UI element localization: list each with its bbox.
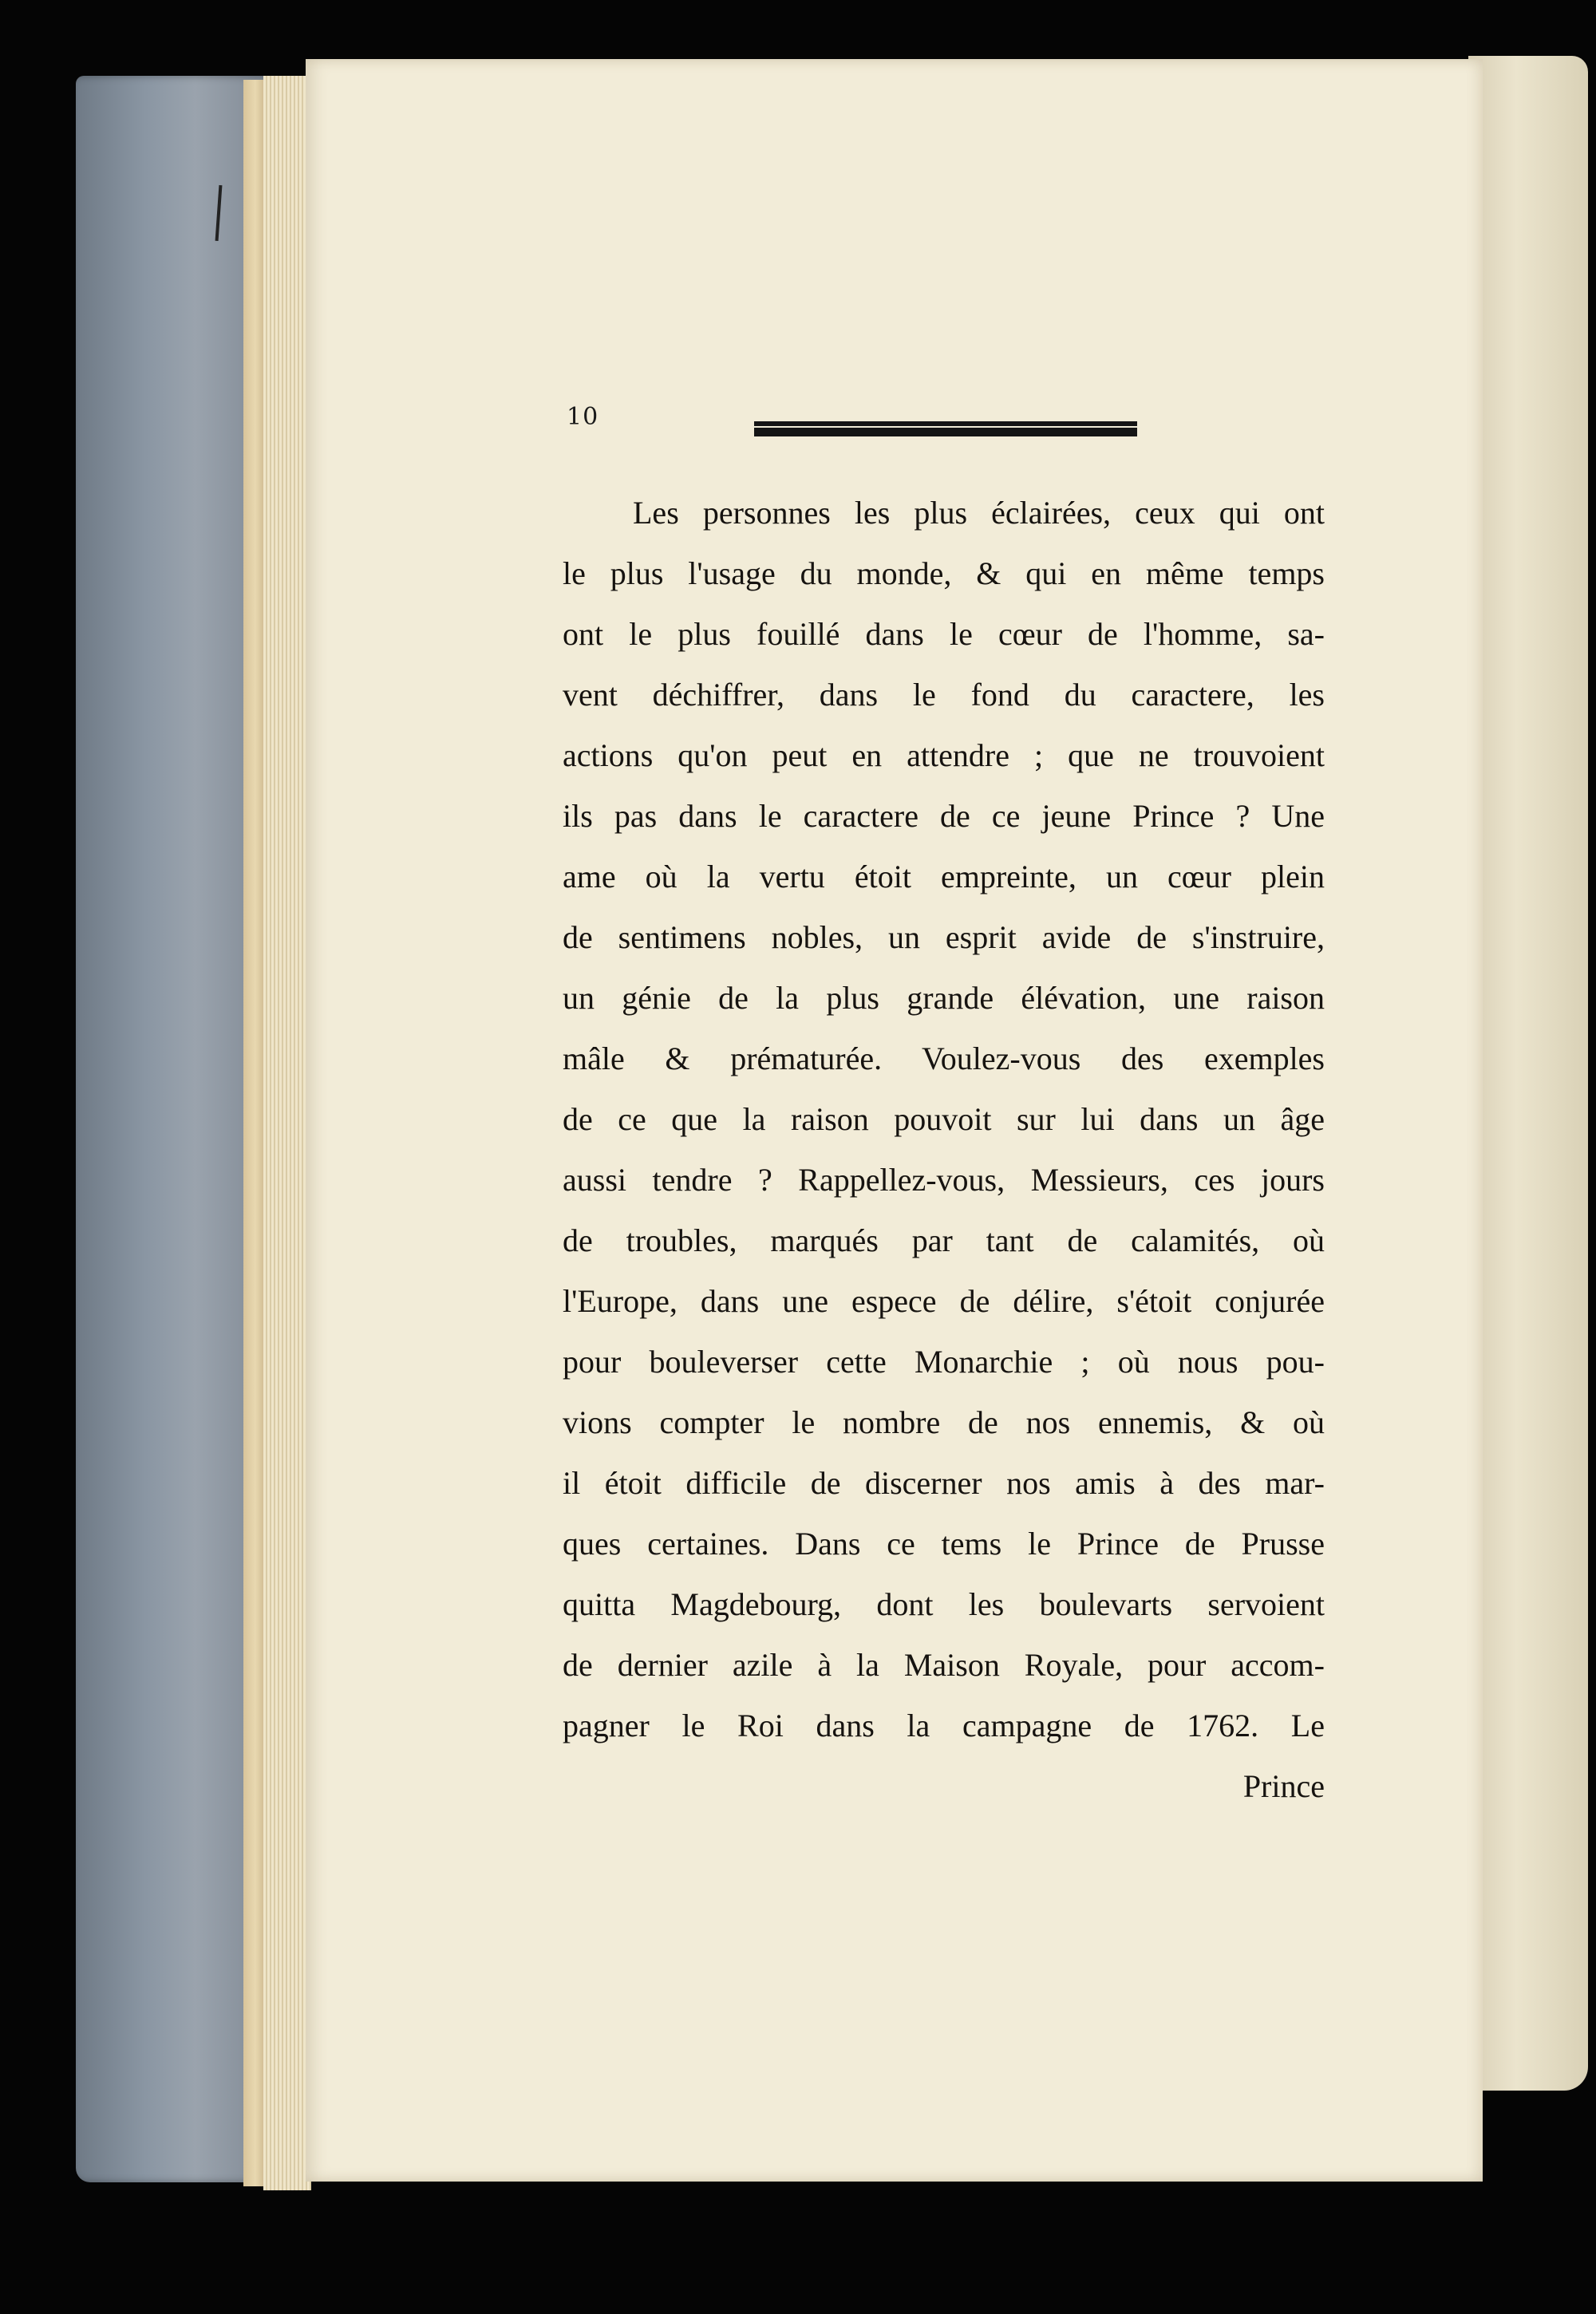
text-line: un génie de la plus grande élévation, une raison	[563, 980, 1325, 1016]
text-line: pour bouleverser cette Monarchie ; où nous pou-	[563, 1344, 1325, 1380]
text-line: de ce que la raison pouvoit sur lui dans un âge	[563, 1101, 1325, 1137]
text-line: l'Europe, dans une espece de délire, s'étoit conjurée	[563, 1283, 1325, 1319]
text-line: pagner le Roi dans la campagne de 1762. Le	[563, 1708, 1325, 1743]
page-stack-edges	[263, 76, 311, 2190]
text-line: quitta Magdebourg, dont les boulevarts servoient	[563, 1586, 1325, 1622]
body-text	[563, 483, 1325, 1817]
catchword: Prince	[1242, 1768, 1325, 1804]
header-rule	[754, 421, 1137, 436]
text-line: Les personnes les plus éclairées, ceux qui ont	[633, 495, 1325, 531]
text-line: de troubles, marqués par tant de calamités, où	[563, 1222, 1325, 1258]
text-line: actions qu'on peut en attendre ; que ne trouvoient	[563, 737, 1325, 773]
text-line: ame où la vertu étoit empreinte, un cœur plein	[563, 859, 1325, 894]
text-line: vent déchiffrer, dans le fond du caractere, les	[563, 677, 1325, 713]
text-line: ques certaines. Dans ce tems le Prince de Prusse	[563, 1526, 1325, 1562]
text-line: vions compter le nombre de nos ennemis, & où	[563, 1404, 1325, 1440]
page-number: 10	[567, 403, 599, 431]
text-line: de dernier azile à la Maison Royale, pour accom-	[563, 1647, 1325, 1683]
text-line: le plus l'usage du monde, & qui en même temps	[563, 555, 1325, 591]
text-line: de sentimens nobles, un esprit avide de s'instruire,	[563, 919, 1325, 955]
text-line: ils pas dans le caractere de ce jeune Prince ? Une	[563, 798, 1325, 834]
text-line: ont le plus fouillé dans le cœur de l'homme, sa-	[563, 616, 1325, 652]
text-line: il étoit difficile de discerner nos amis à des mar-	[563, 1465, 1325, 1501]
next-page-edge	[1468, 56, 1588, 2091]
text-line: aussi tendre ? Rappellez-vous, Messieurs, ces jours	[563, 1162, 1325, 1198]
text-line: mâle & prématurée. Voulez-vous des exemples	[563, 1041, 1325, 1076]
